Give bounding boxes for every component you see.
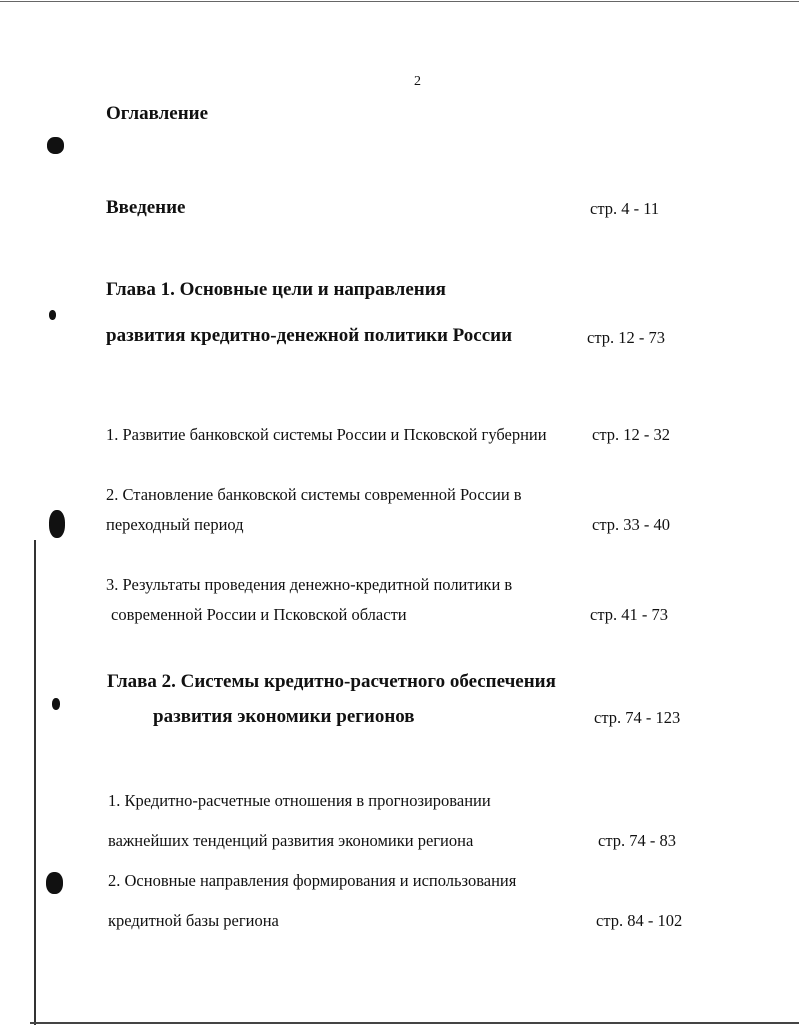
toc-intro-pages: стр. 4 - 11	[590, 199, 660, 218]
toc-ch1-item3-pages: стр. 41 - 73	[590, 605, 668, 624]
toc-ch2-item2-pages: стр. 84 - 102	[596, 911, 683, 930]
hole-punch-mark-5	[46, 872, 63, 894]
hole-punch-mark-4	[52, 698, 60, 710]
scan-edge-top	[0, 1, 799, 2]
toc-ch2-item2-line2: кредитной базы региона	[108, 911, 279, 930]
toc-ch1-item1-line1: 1. Развитие банковской системы России и Псковской губернии	[106, 425, 547, 444]
toc-ch1-item3-line2: современной России и Псковской области	[111, 605, 407, 624]
hole-punch-mark-1	[47, 137, 64, 154]
scan-edge-bottom	[30, 1022, 799, 1024]
page-title: Оглавление	[106, 103, 209, 124]
toc-ch2-item1-line2: важнейших тенденций развития экономики региона	[108, 831, 474, 850]
toc-ch1-item1-pages: стр. 12 - 32	[592, 425, 670, 444]
toc-ch1-item2-line2: переходный период	[106, 515, 244, 534]
toc-ch2-item1-line1: 1. Кредитно-расчетные отношения в прогнозировании	[108, 791, 491, 810]
toc-ch2-heading-line2: развития экономики регионов	[153, 706, 415, 727]
page-number: 2	[414, 74, 421, 89]
hole-punch-mark-2	[49, 310, 56, 320]
toc-ch1-pages: стр. 12 - 73	[587, 328, 665, 347]
toc-ch1-item3-line1: 3. Результаты проведения денежно-кредитной политики в	[106, 575, 513, 594]
toc-ch2-item1-pages: стр. 74 - 83	[598, 831, 676, 850]
toc-ch2-heading-line1: Глава 2. Системы кредитно-расчетного обеспечения	[107, 671, 556, 692]
toc-ch1-heading-line2: развития кредитно-денежной политики России	[106, 325, 513, 346]
hole-punch-mark-3	[49, 510, 65, 538]
toc-ch2-pages: стр. 74 - 123	[594, 708, 681, 727]
toc-intro-label: Введение	[106, 197, 186, 218]
scan-edge-left	[34, 540, 36, 1025]
toc-ch1-item2-pages: стр. 33 - 40	[592, 515, 670, 534]
toc-ch2-item2-line1: 2. Основные направления формирования и использования	[108, 871, 517, 890]
toc-ch1-item2-line1: 2. Становление банковской системы современной России в	[106, 485, 522, 504]
toc-ch1-heading-line1: Глава 1. Основные цели и направления	[106, 279, 446, 300]
